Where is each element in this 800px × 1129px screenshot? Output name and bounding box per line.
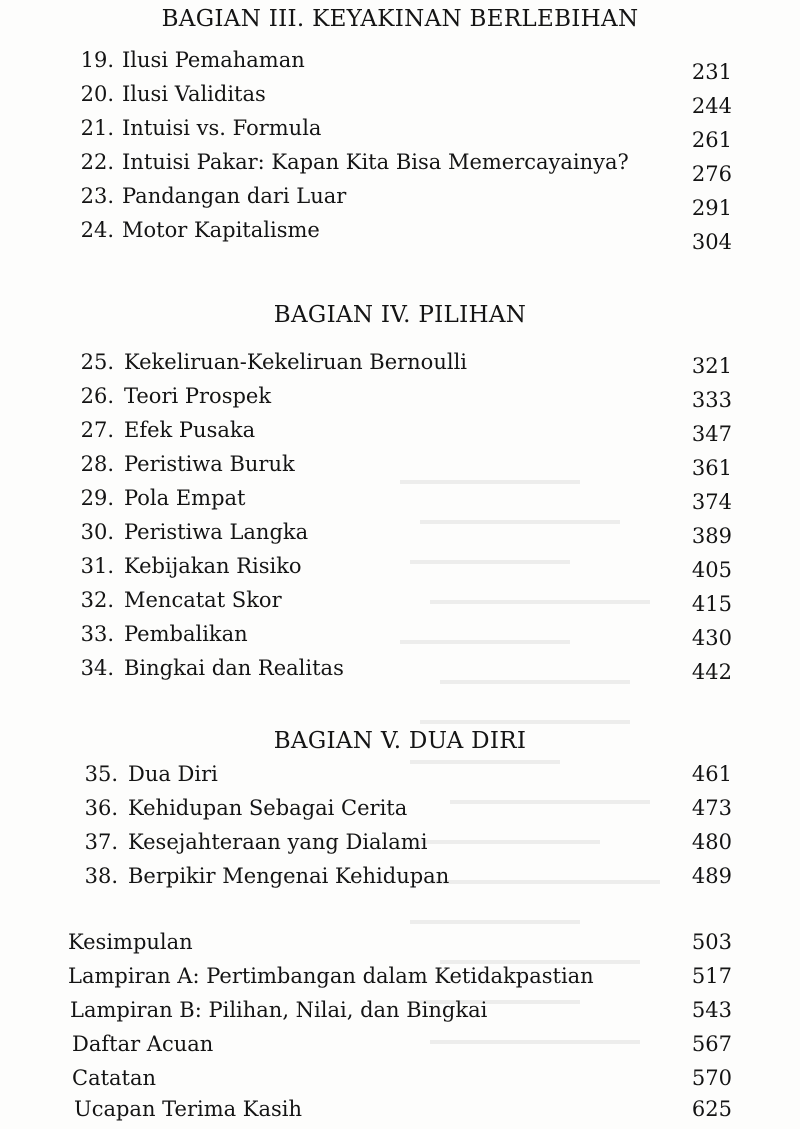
entry-number: 22. (80, 150, 114, 174)
section-title-3: BAGIAN III. KEYAKINAN BERLEBIHAN (161, 6, 639, 32)
entry-page: 480 (691, 830, 732, 854)
entry-title: Motor Kapitalisme (122, 218, 320, 242)
entry-number: 27. (80, 418, 114, 442)
toc-entry-catatan (72, 1066, 732, 1096)
section-title-5: BAGIAN V. DUA DIRI (273, 728, 527, 754)
entry-page: 361 (691, 456, 732, 480)
entry-number: 28. (80, 452, 114, 476)
toc-entry-ucapan-terima-kasih (74, 1097, 732, 1127)
entry-page: 473 (691, 796, 732, 820)
toc-entry-34 (70, 656, 732, 686)
toc-entry-33 (70, 622, 732, 652)
entry-title: Intuisi Pakar: Kapan Kita Bisa Memercayainya? (122, 150, 629, 174)
entry-page: 415 (691, 592, 732, 616)
entry-page: 489 (691, 864, 732, 888)
entry-title: Ucapan Terima Kasih (74, 1097, 303, 1121)
entry-number: 23. (80, 184, 114, 208)
entry-number: 38. (84, 864, 118, 888)
entry-page: 430 (691, 626, 732, 650)
entry-number: 26. (80, 384, 114, 408)
entry-title: Pembalikan (124, 622, 248, 646)
entry-page: 291 (691, 196, 732, 220)
entry-title: Catatan (72, 1066, 157, 1090)
entry-title: Pandangan dari Luar (122, 184, 347, 208)
toc-entry-29 (70, 486, 732, 516)
entry-title: Peristiwa Langka (124, 520, 309, 544)
toc-entry-38 (74, 864, 732, 894)
entry-title: Intuisi vs. Formula (122, 116, 322, 140)
toc-entry-daftar-acuan (72, 1032, 732, 1062)
entry-title: Kesejahteraan yang Dialami (128, 830, 428, 854)
entry-page: 321 (691, 354, 732, 378)
toc-entry-28 (70, 452, 732, 482)
entry-page: 461 (691, 762, 732, 786)
entry-title: Kesimpulan (68, 930, 193, 954)
entry-title: Berpikir Mengenai Kehidupan (128, 864, 450, 888)
toc-entry-24 (70, 218, 732, 254)
entry-title: Kekeliruan-Kekeliruan Bernoulli (124, 350, 468, 374)
toc-entry-23 (70, 184, 732, 220)
entry-title: Bingkai dan Realitas (124, 656, 344, 680)
entry-page: 276 (691, 162, 732, 186)
entry-title: Efek Pusaka (124, 418, 256, 442)
entry-page: 517 (691, 964, 732, 988)
entry-number: 20. (80, 82, 114, 106)
entry-number: 32. (80, 588, 114, 612)
entry-title: Mencatat Skor (124, 588, 282, 612)
entry-number: 25. (80, 350, 114, 374)
entry-page: 304 (691, 230, 732, 254)
toc-entry-27 (70, 418, 732, 448)
toc-entry-19 (70, 48, 732, 84)
entry-number: 35. (84, 762, 118, 786)
toc-entry-lampiran-b (70, 998, 732, 1028)
toc-entry-kesimpulan (68, 930, 732, 960)
toc-entry-21 (70, 116, 732, 152)
entry-title: Daftar Acuan (72, 1032, 214, 1056)
entry-page: 374 (691, 490, 732, 514)
entry-number: 33. (80, 622, 114, 646)
entry-page: 244 (691, 94, 732, 118)
toc-entry-32 (70, 588, 732, 618)
entry-page: 543 (691, 998, 732, 1022)
entry-title: Ilusi Pemahaman (122, 48, 305, 72)
entry-page: 347 (691, 422, 732, 446)
toc-entry-lampiran-a (68, 964, 732, 994)
entry-number: 31. (80, 554, 114, 578)
entry-title: Kebijakan Risiko (124, 554, 302, 578)
entry-page: 389 (691, 524, 732, 548)
entry-title: Pola Empat (124, 486, 246, 510)
entry-number: 24. (80, 218, 114, 242)
entry-number: 30. (80, 520, 114, 544)
section-title-4: BAGIAN IV. PILIHAN (273, 302, 527, 328)
toc-entry-37 (74, 830, 732, 860)
entry-number: 21. (80, 116, 114, 140)
entry-title: Lampiran A: Pertimbangan dalam Ketidakpastian (68, 964, 594, 988)
entry-page: 231 (691, 60, 732, 84)
toc-entry-31 (70, 554, 732, 584)
entry-page: 567 (691, 1032, 732, 1056)
entry-number: 29. (80, 486, 114, 510)
entry-title: Kehidupan Sebagai Cerita (128, 796, 408, 820)
entry-number: 36. (84, 796, 118, 820)
entry-page: 261 (691, 128, 732, 152)
toc-entry-22 (70, 150, 732, 186)
entry-title: Dua Diri (128, 762, 218, 786)
entry-page: 570 (691, 1066, 732, 1090)
entry-title: Ilusi Validitas (122, 82, 266, 106)
entry-page: 405 (691, 558, 732, 582)
entry-page: 333 (691, 388, 732, 412)
entry-number: 34. (80, 656, 114, 680)
toc-entry-25 (70, 350, 732, 380)
entry-title: Teori Prospek (124, 384, 272, 408)
toc-entry-35 (74, 762, 732, 792)
toc-entry-20 (70, 82, 732, 118)
entry-number: 37. (84, 830, 118, 854)
toc-entry-30 (70, 520, 732, 550)
toc-entry-26 (70, 384, 732, 414)
entry-page: 442 (691, 660, 732, 684)
entry-title: Peristiwa Buruk (124, 452, 295, 476)
entry-page: 503 (691, 930, 732, 954)
toc-entry-36 (74, 796, 732, 826)
entry-title: Lampiran B: Pilihan, Nilai, dan Bingkai (70, 998, 488, 1022)
entry-number: 19. (80, 48, 114, 72)
entry-page: 625 (691, 1097, 732, 1121)
